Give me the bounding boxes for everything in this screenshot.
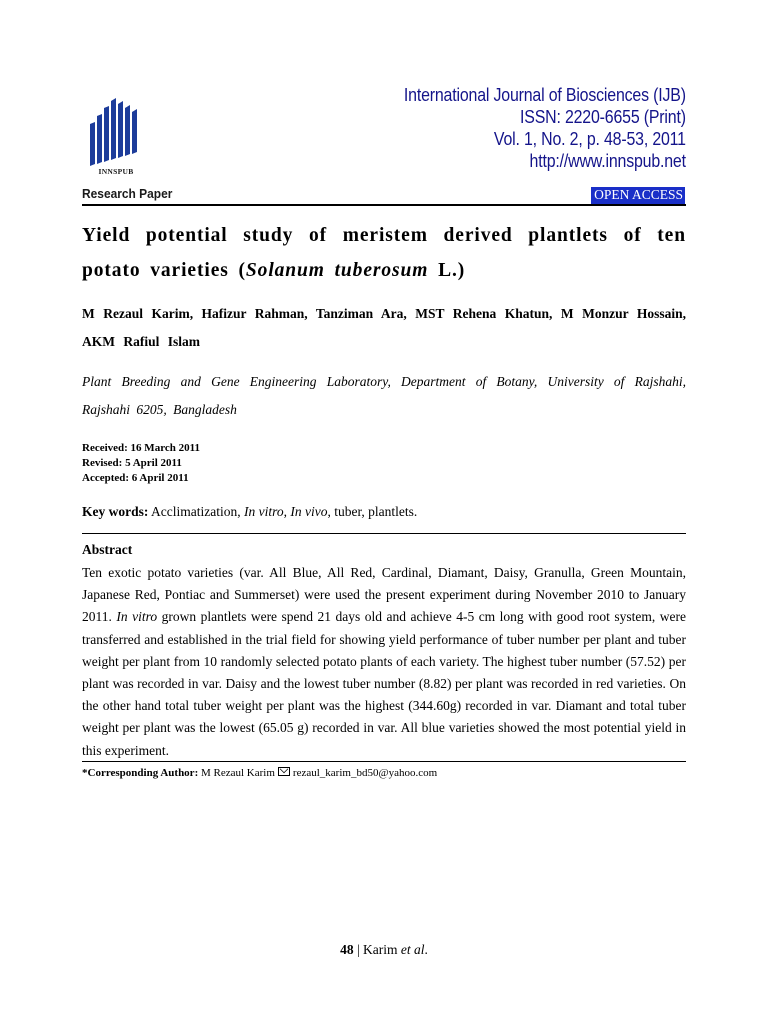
author-list: M Rezaul Karim, Hafizur Rahman, Tanziman Ara, MST Rehena Khatun, M Monzur Hossain, AKM Rafiul Islam [82,306,686,349]
corresponding-author [82,766,437,780]
paper-title: Yield potential study of meristem derived plantlets of ten potato varieties (Solanum tuberosum L.) [82,225,686,281]
received-date: Received: 16 March 2011 [82,442,201,454]
page-footer: 48 | Karim et al. [340,942,428,957]
keywords: Key words: Acclimatization, In vitro, In vivo, tuber, plantlets. [82,504,418,519]
journal-issn: ISSN: 2220-6655 (Print) [520,106,686,127]
envelope-icon [278,767,290,776]
journal-url[interactable]: http://www.innspub.net [529,150,686,171]
header-divider [82,204,686,206]
journal-info [358,84,686,172]
corresponding-label: *Corresponding Author: [82,767,199,779]
article-dates [82,441,200,486]
keywords-label: Key words: [82,504,149,519]
logo-caption: INNSPUB [98,167,134,176]
journal-volume: Vol. 1, No. 2, p. 48-53, 2011 [494,128,686,149]
corresponding-email[interactable]: rezaul_karim_bd50@yahoo.com [292,767,438,779]
title-species: Solanum tuberosum [245,260,429,281]
abstract-divider [82,761,686,762]
page-number: 48 [340,942,354,957]
keywords-divider [82,533,686,534]
article-type: Research Paper [82,186,173,201]
open-access-badge: OPEN ACCESS [591,187,685,204]
accepted-date: Accepted: 6 April 2011 [82,472,189,484]
journal-name: International Journal of Biosciences (IJB) [404,84,686,105]
corresponding-name: M Rezaul Karim [198,767,275,779]
affiliation: Plant Breeding and Gene Engineering Laboratory, Department of Botany, University of Rajshahi, Rajshahi 6205, Bangladesh [82,374,686,417]
abstract-text: Ten exotic potato varieties (var. All Blue, All Red, Cardinal, Diamant, Daisy, Granulla, Green Mountain, Japanese Red, Pontiac and Summerset) were used the present experiment during November 2010 to January 2011. In vitro grown plantlets were spend 21 days old and achieve 4-5 cm long with good root system, were transferred and established in the trial field for showing yield performance of tuber number per plant and tuber weight per plant from 10 randomly selected potato plants of each variety. The highest tuber number (57.52) per plant was recorded in var. Daisy and the lowest tuber number (8.82) per plant was recorded in red varieties. On the other hand total tuber weight per plant was the highest (344.60g) recorded in var. Diamant and total tuber weight per plant was the lowest (65.05 g) recorded in var. All blue varieties showed the most potential yield in this experiment. [82,565,686,758]
abstract-heading: Abstract [82,542,133,557]
revised-date: Revised: 5 April 2011 [82,457,182,469]
